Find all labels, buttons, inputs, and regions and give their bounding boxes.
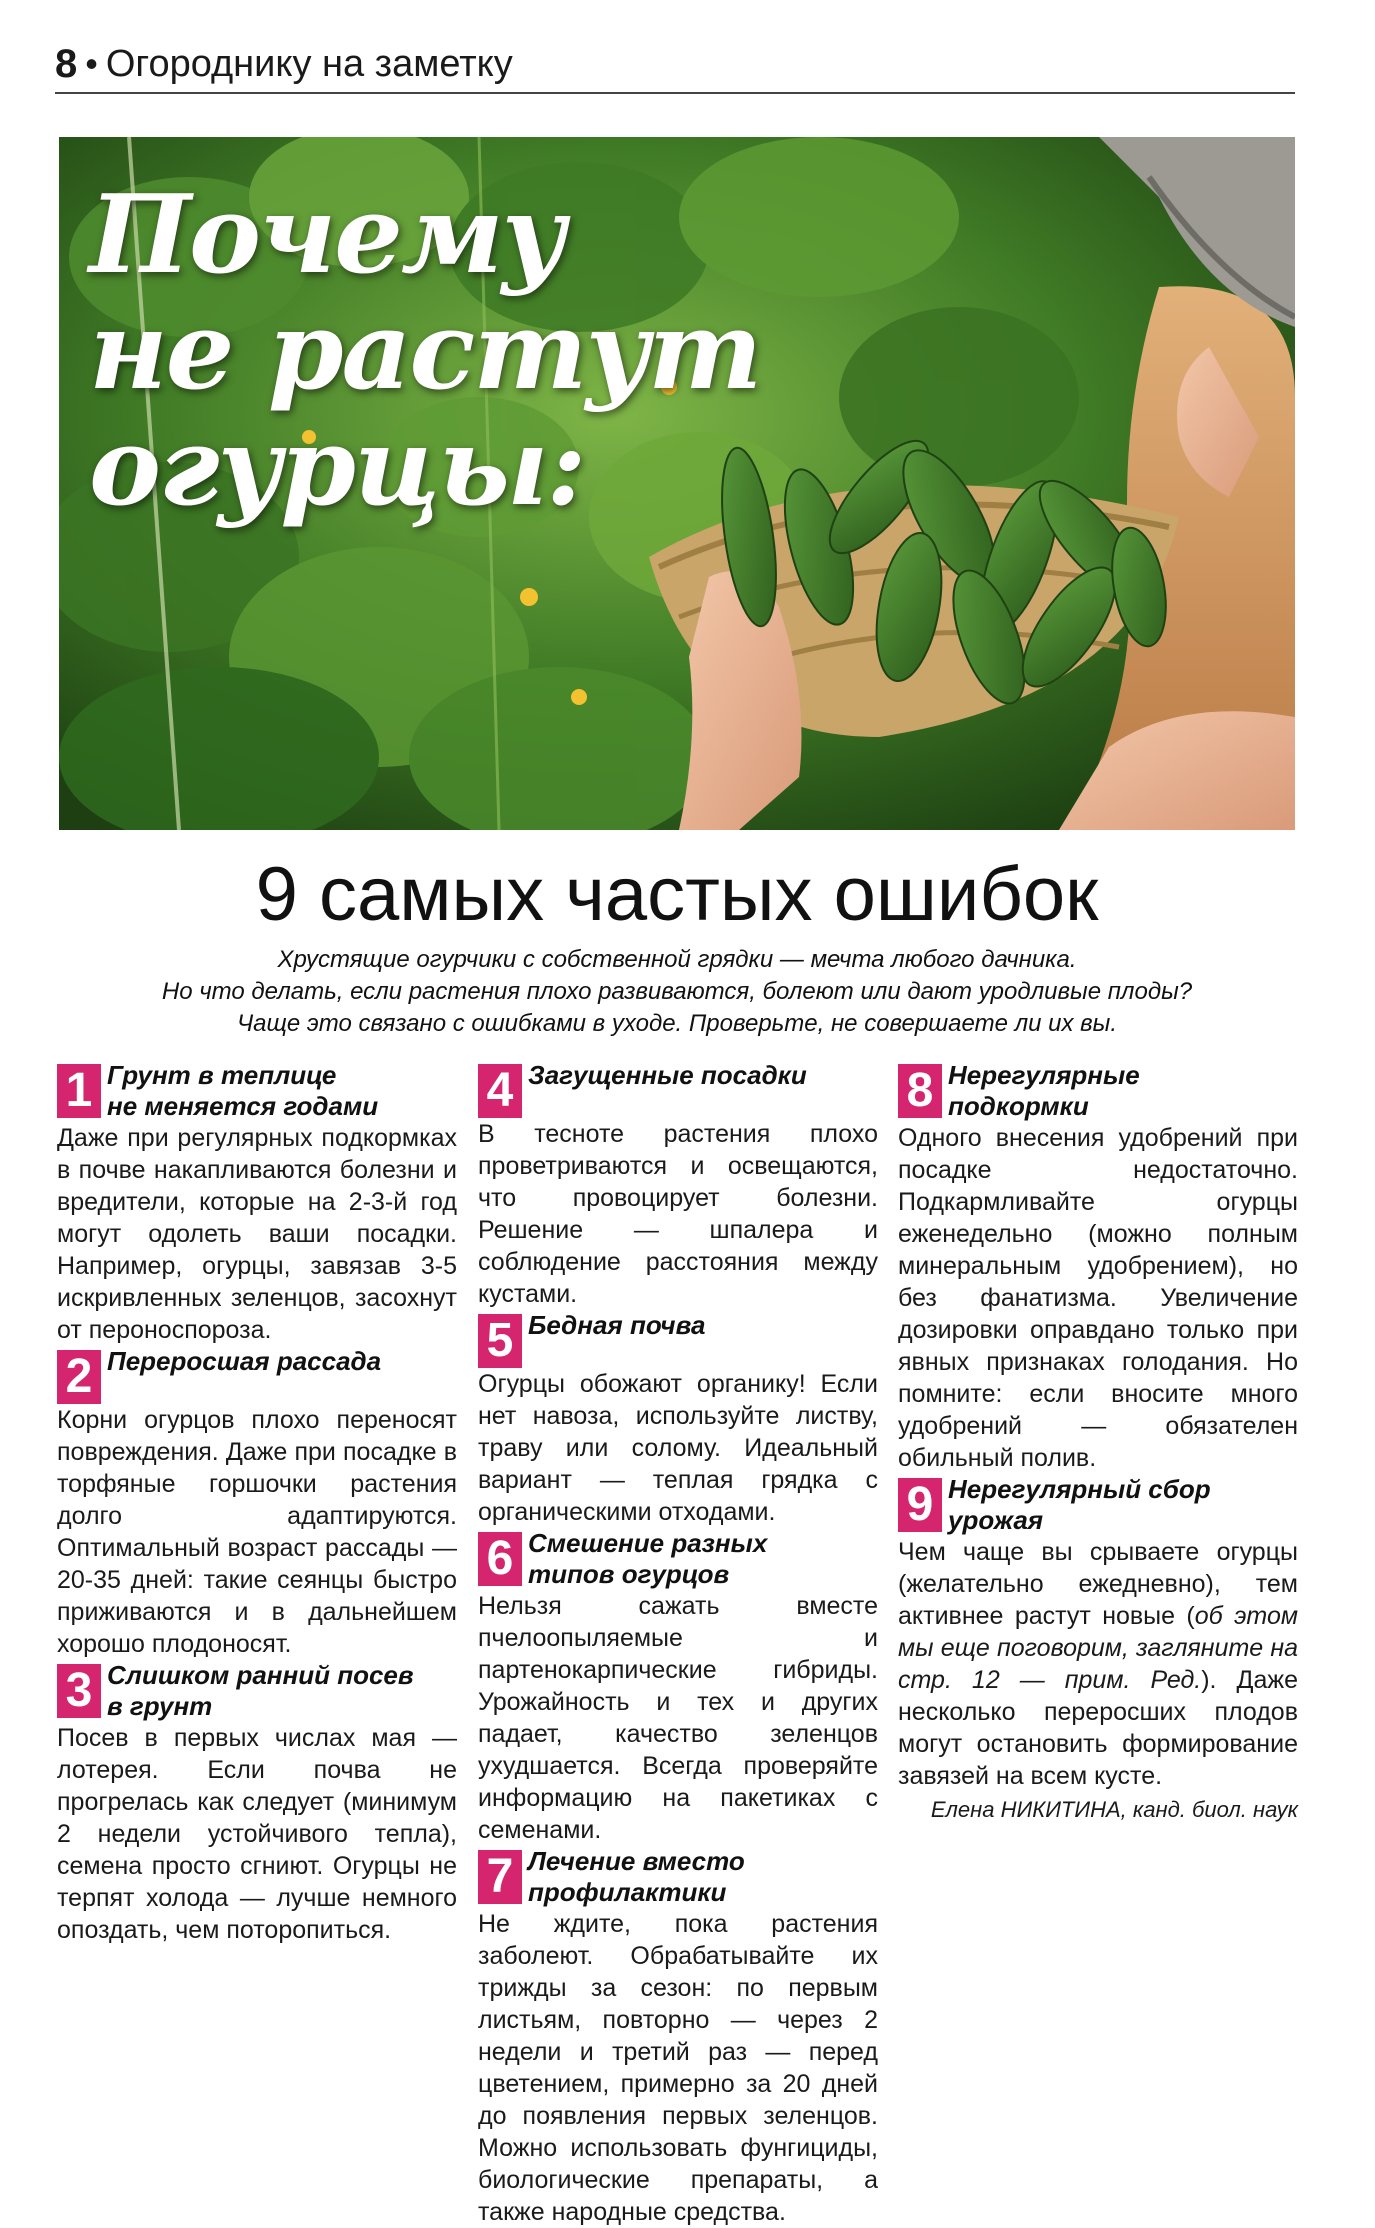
mistake-number: 3 [57, 1664, 101, 1718]
mistake-text: Нельзя сажать вместе пчелоопыляемые и партенокарпические гибриды. Урожайность и тех и других падает, качество зеленцов ухудшается. Всегда проверяйте информацию на пакетиках с семенами. [478, 1592, 878, 1844]
mistake-title [528, 1310, 705, 1341]
mistake-number: 5 [478, 1314, 522, 1368]
author-signature: Елена НИКИТИНА, канд. биол. наук [930, 1797, 1298, 1822]
mistake-item [478, 1310, 878, 1528]
mistake-title [528, 1846, 745, 1908]
mistake-number: 2 [57, 1350, 101, 1404]
mistake-title-line: Грунт в теплице [107, 1060, 337, 1090]
page-number: 8 [55, 42, 78, 86]
mistake-title-line: типов огурцов [528, 1559, 730, 1589]
mistake-text: Посев в первых числах мая — лотерея. Если почва не прогрелась как следует (минимум 2 недели устойчивого тепла), семена просто сгниют. Огурцы не терпят холода — лучше немного опоздать, чем поторопиться. [57, 1724, 457, 1944]
mistake-title-line: в грунт [107, 1691, 213, 1721]
mistake-item [478, 1528, 878, 1846]
column-2 [478, 1060, 878, 2226]
mistake-item [898, 1060, 1298, 1474]
mistake-text [898, 1536, 1298, 1792]
mistake-title [107, 1660, 414, 1722]
mistake-title-line: Нерегулярные [948, 1060, 1140, 1090]
mistake-text: Одного внесения удобрений при посадке недостаточно. Подкармливайте огурцы еженедельно (можно полным минеральным удобрением), но без фанатизма. Увеличение дозировки оправдано только при явных признаках голодания. Но помните: если вносите много удобрений — обязателен обильный полив. [898, 1124, 1298, 1472]
mistake-number: 9 [898, 1478, 942, 1532]
hero-title-line: не растут [89, 288, 761, 414]
mistake-title-line: Загущенные посадки [528, 1060, 807, 1090]
mistake-title-line: не меняется годами [107, 1091, 379, 1121]
mistake-title [107, 1346, 381, 1377]
mistake-title [528, 1528, 767, 1590]
mistake-title [107, 1060, 378, 1122]
mistake-item [57, 1660, 457, 1946]
article-subtitle: 9 самых частых ошибок [255, 852, 1099, 937]
mistake-title-line: профилактики [528, 1877, 727, 1907]
lead-line: Чаще это связано с ошибками в уходе. Проверьте, не совершаете ли их вы. [236, 1010, 1118, 1037]
mistake-item [57, 1346, 457, 1660]
hero-title [89, 172, 849, 530]
editor-note: об этом мы еще поговорим, загляните на стр. 12 — прим. Ред. [898, 1602, 1298, 1694]
mistake-text-part: Чем чаще вы срываете огурцы (желательно ежедневно), тем активнее растут новые ( [898, 1538, 1298, 1630]
mistake-text: Не ждите, пока растения заболеют. Обрабатывайте их трижды за сезон: по первым листьям, повторно — через 2 недели и третий раз — перед цветением, примерно за 20 дней до появления первых зеленцов. Можно использовать фунгициды, биологические препараты, а также народные средства. [478, 1910, 878, 2226]
header-bullet: • [85, 43, 98, 84]
mistake-title-line: урожая [948, 1505, 1044, 1535]
hero-title-line: огурцы: [89, 404, 585, 530]
mistake-title-line: Слишком ранний посев [107, 1660, 414, 1690]
mistake-number: 1 [57, 1064, 101, 1118]
mistake-number: 4 [478, 1064, 522, 1118]
mistake-title-line: Переросшая рассада [107, 1346, 382, 1376]
mistake-item [57, 1060, 457, 1346]
mistake-title [948, 1474, 1211, 1536]
column-3 [898, 1060, 1298, 2050]
mistake-title-line: Лечение вместо [528, 1846, 745, 1876]
mistake-title-line: Смешение разных [528, 1528, 768, 1558]
section-title: Огороднику на заметку [105, 43, 513, 85]
article-lead [59, 944, 1295, 1040]
mistake-title [948, 1060, 1140, 1122]
mistake-title-line: подкормки [948, 1091, 1089, 1121]
mistake-number: 8 [898, 1064, 942, 1118]
mistake-text: Корни огурцов плохо переносят повреждения. Даже при посадке в торфяные горшочки растения долго адаптируются. Оптимальный возраст рассады — 20-35 дней: такие сеянцы быстро приживаются и в дальнейшем хорошо плодоносят. [57, 1406, 457, 1658]
mistake-item [478, 1846, 878, 2228]
mistake-title-line: Нерегулярный сбор [948, 1474, 1211, 1504]
mistake-title-line: Бедная почва [528, 1310, 706, 1340]
mistake-text: Даже при регулярных подкормках в почве накапливаются болезни и вредители, которые на 2-3-й год могут одолеть ваши посадки. Например, огурцы, завязав 3-5 искривленных зеленцов, засохнут от пероноспороза. [57, 1124, 457, 1344]
mistake-title [528, 1060, 807, 1091]
mistake-text: Огурцы обожают органику! Если нет навоза, используйте листву, траву или солому. Идеальный вариант — теплая грядка с органическими отходами. [478, 1370, 878, 1526]
lead-line: Но что делать, если растения плохо развиваются, болеют или дают уродливые плоды? [161, 978, 1193, 1005]
mistake-item [898, 1474, 1298, 1792]
column-1 [57, 1060, 457, 2050]
mistake-text-part: ). Даже несколько переросших плодов могут остановить формирование завязей на всем кусте. [898, 1666, 1298, 1790]
page-header [55, 40, 1295, 94]
mistake-number: 7 [478, 1850, 522, 1904]
mistake-number: 6 [478, 1532, 522, 1586]
mistake-item [478, 1060, 878, 1310]
hero-title-line: Почему [89, 172, 565, 298]
lead-line: Хрустящие огурчики с собственной грядки — мечта любого дачника. [277, 946, 1077, 973]
mistake-text: В тесноте растения плохо проветриваются и освещаются, что провоцирует болезни. Решение — шпалера и соблюдение расстояния между кустами. [478, 1120, 878, 1308]
hero-photo [59, 137, 1295, 830]
